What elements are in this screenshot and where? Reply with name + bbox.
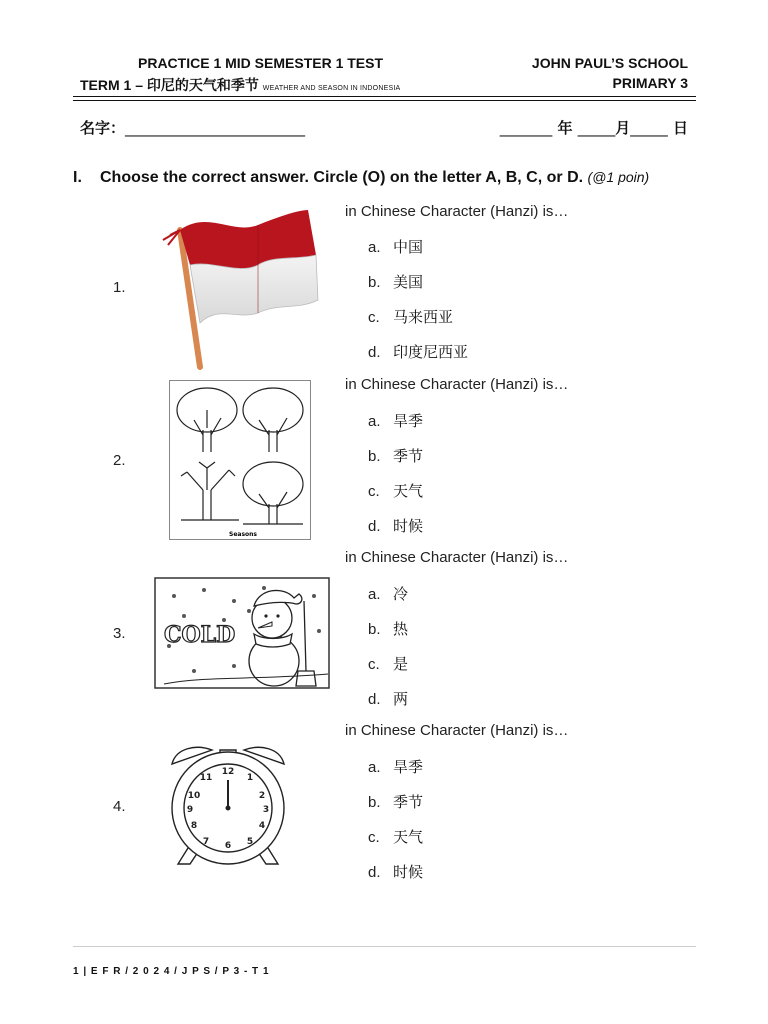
option-text: 热 [393,620,409,638]
option-1c[interactable] [368,306,468,341]
option-4a[interactable] [368,756,423,791]
month-blank[interactable]: _____ [577,119,616,137]
name-line [80,117,305,138]
option-2b[interactable] [368,445,423,480]
option-text: 冷 [393,585,409,603]
option-text: 天气 [393,482,424,500]
option-2c[interactable] [368,480,423,515]
header-rule-bottom [73,100,696,101]
header-title: PRACTICE 1 MID SEMESTER 1 TEST [138,55,384,71]
day-blank[interactable]: _____ [630,119,668,137]
option-letter: a. [368,759,381,776]
svg-text:3: 3 [262,805,270,815]
option-text: 时候 [393,517,424,535]
option-text: 季节 [393,447,424,465]
option-text: 旱季 [393,412,424,430]
question-3-number: 3. [113,625,126,642]
option-4b[interactable] [368,791,423,826]
svg-text:1: 1 [246,773,254,783]
svg-text:9: 9 [186,805,194,815]
svg-text:10: 10 [187,791,201,801]
option-letter: b. [368,274,381,291]
option-3c[interactable] [368,653,408,688]
month-label: 月 [615,119,631,137]
option-4d[interactable] [368,861,423,896]
header-grade: PRIMARY 3 [612,75,688,91]
option-letter: d. [368,344,381,361]
year-blank[interactable]: _______ [499,119,553,137]
header-term-main: TERM 1 – 印尼的天气和季节 [80,77,259,93]
question-4-number: 4. [113,798,126,815]
question-3-options [368,583,408,723]
svg-text:6: 6 [224,841,232,851]
day-label: 日 [672,119,688,137]
option-text: 季节 [393,793,424,811]
header-term-subtitle: WEATHER AND SEASON IN INDONESIA [262,85,401,92]
option-text: 中国 [393,238,424,256]
svg-text:12: 12 [221,767,235,777]
question-1-number: 1. [113,279,126,296]
option-text: 时候 [393,863,424,881]
footer-rule [73,946,696,947]
svg-text:11: 11 [199,773,213,783]
question-3-prompt: in Chinese Character (Hanzi) is… [345,549,569,566]
section-number: I. [73,169,82,186]
option-letter: a. [368,586,381,603]
instruction-text: Choose the correct answer. Circle (O) on the letter A, B, C, or D. [100,169,584,186]
question-4-prompt: in Chinese Character (Hanzi) is… [345,722,569,739]
question-2-options [368,410,423,550]
svg-text:5: 5 [246,837,254,847]
option-letter: c. [368,829,380,846]
option-text: 印度尼西亚 [393,343,469,361]
option-letter: b. [368,794,381,811]
option-text: 是 [393,655,409,673]
option-letter: b. [368,448,381,465]
svg-text:2: 2 [258,791,266,801]
question-2-number: 2. [113,452,126,469]
svg-text:4: 4 [258,821,266,831]
option-letter: c. [368,309,380,326]
year-label: 年 [557,119,573,137]
svg-text:8: 8 [190,821,198,831]
option-letter: c. [368,656,380,673]
footer-page-code: 1 | E F R / 2 0 2 4 / J P S / P 3 - T 1 [73,966,270,977]
option-2a[interactable] [368,410,423,445]
alarm-clock-image [166,742,290,868]
seasons-trees-image [169,380,311,540]
option-text: 旱季 [393,758,424,776]
option-letter: a. [368,239,381,256]
flag-tie [163,230,180,245]
option-letter: b. [368,621,381,638]
option-1d[interactable] [368,341,468,376]
seasons-caption: Seasons [229,531,257,538]
question-1-prompt: in Chinese Character (Hanzi) is… [345,203,569,220]
svg-text:7: 7 [202,837,210,847]
option-letter: d. [368,691,381,708]
option-3b[interactable] [368,618,408,653]
option-text: 两 [393,690,409,708]
option-1b[interactable] [368,271,468,306]
option-letter: d. [368,518,381,535]
question-1-options [368,236,468,376]
option-letter: a. [368,413,381,430]
option-text: 天气 [393,828,424,846]
cold-word: COLD [164,622,236,648]
option-letter: d. [368,864,381,881]
option-text: 美国 [393,273,424,291]
header-school: JOHN PAUL’S SCHOOL [531,55,688,71]
option-4c[interactable] [368,826,423,861]
header-rule-top [73,96,696,97]
name-label: 名字： [80,119,126,137]
option-3a[interactable] [368,583,408,618]
option-3d[interactable] [368,688,408,723]
snowman-cold-image [154,576,330,690]
question-2-prompt: in Chinese Character (Hanzi) is… [345,376,569,393]
option-text: 马来西亚 [393,308,454,326]
option-2d[interactable] [368,515,423,550]
header-term [80,75,400,95]
option-1a[interactable] [368,236,468,271]
indonesia-flag-image [158,205,323,373]
points-note: (@1 poin) [587,169,650,185]
date-line [500,117,688,138]
option-letter: c. [368,483,380,500]
question-4-options [368,756,423,896]
name-blank[interactable]: ________________________ [125,119,306,137]
section-instruction [100,169,649,187]
